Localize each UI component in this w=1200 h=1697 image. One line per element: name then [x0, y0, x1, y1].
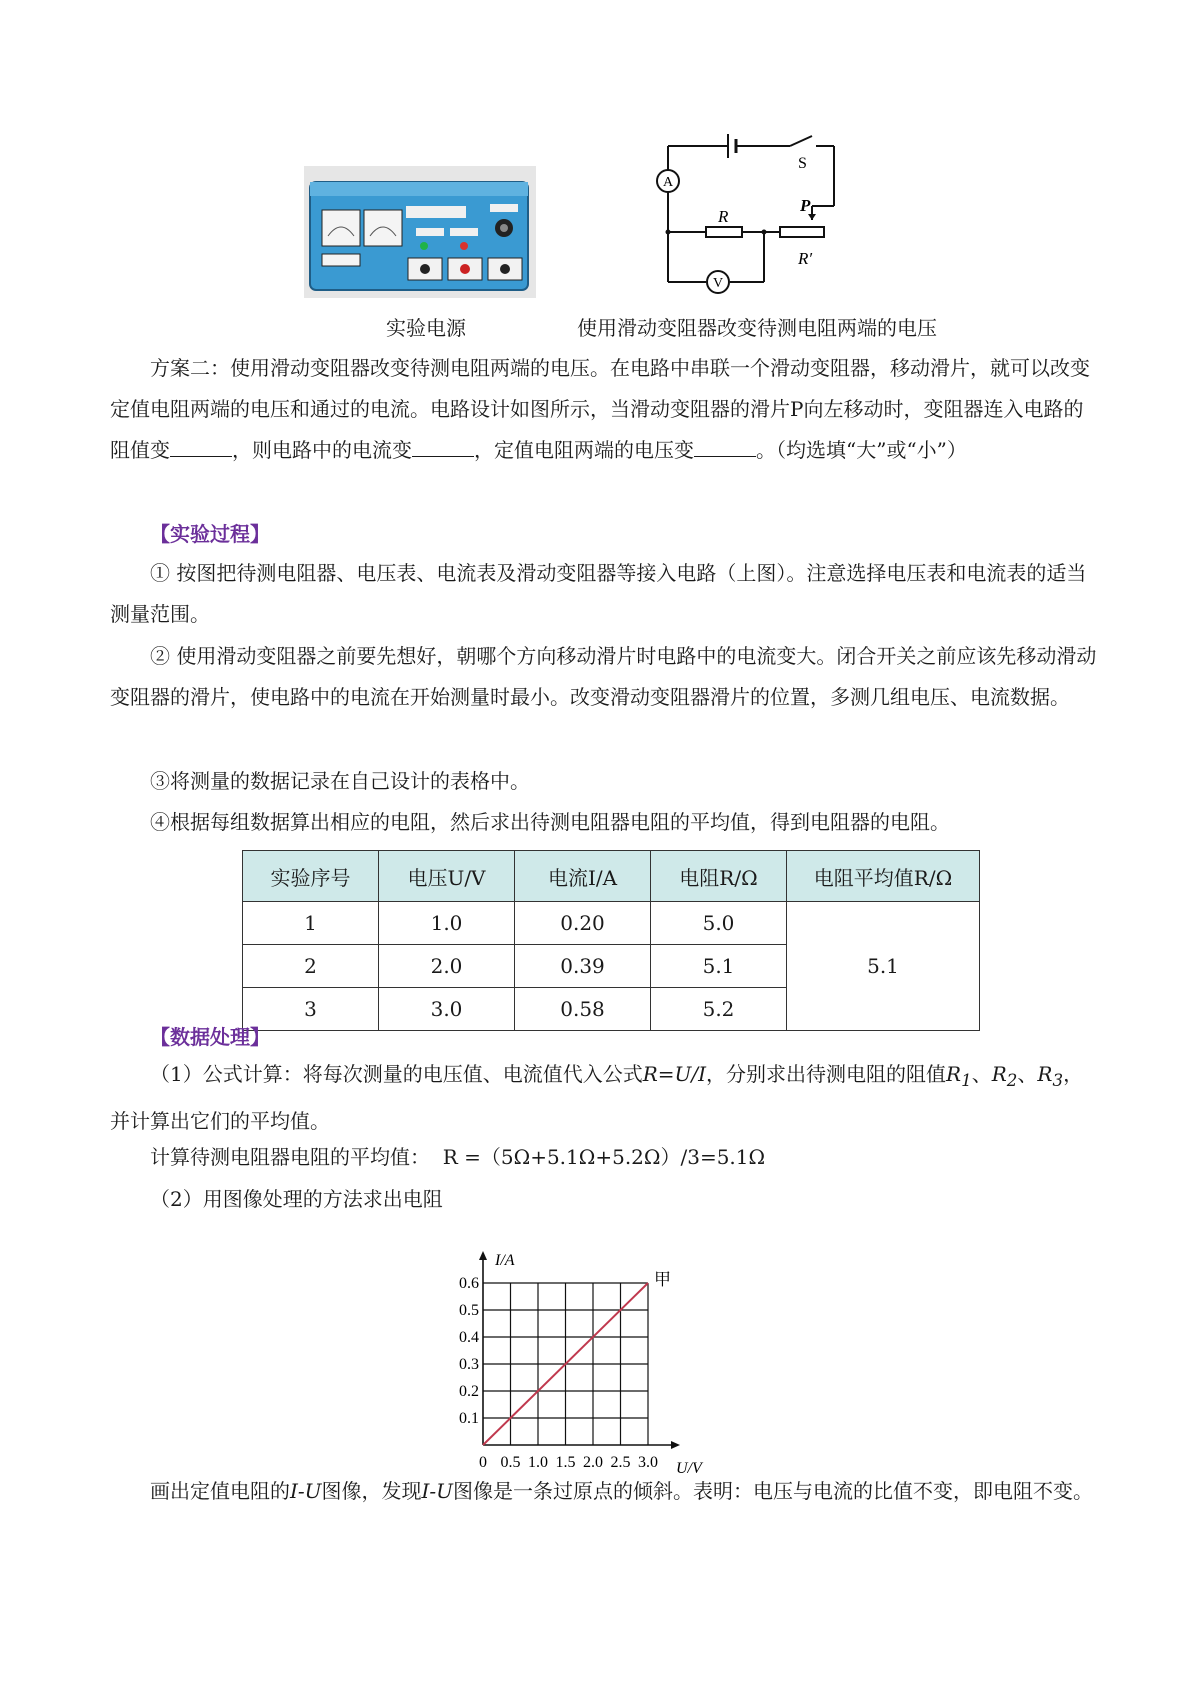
x-tick-label: 0: [479, 1454, 487, 1471]
processing-text-a: （1）公式计算：将每次测量的电压值、电流值代入公式: [150, 1062, 643, 1086]
series-label: 甲: [654, 1270, 671, 1290]
processing-paragraph-1: （1）公式计算：将每次测量的电压值、电流值代入公式R=U/I，分别求出待测电阻的阻值$R_1$、$R_2$、$R_3$，并计算出它们的平均值。: [110, 1062, 1084, 1133]
iu-chart: [440, 1225, 740, 1475]
header-index: 实验序号: [243, 851, 379, 902]
power-supply-image: [304, 166, 536, 298]
resistor-r2: $R_2$: [991, 1062, 1018, 1090]
circuit-diagram: [648, 132, 848, 300]
header-voltage: 电压U/V: [379, 851, 515, 902]
table-cell: 2: [243, 945, 379, 988]
x-tick-label: 2.0: [583, 1454, 603, 1471]
table-cell: 0.20: [515, 902, 651, 945]
y-axis-label: I/A: [495, 1252, 515, 1269]
scheme2-text-1: 方案二：使用滑动变阻器改变待测电阻两端的电压。在电路中串联一个滑动变阻器，移动滑片，就可以改变定值电阻两端的电压和通过的电流。电路设计如图所示，当滑动变阻器的滑片P向左移动时，变阻器连入电路的阻值变: [110, 356, 1090, 462]
process-heading: 【实验过程】: [150, 522, 270, 546]
processing-heading: 【数据处理】: [150, 1025, 270, 1049]
scheme2-paragraph: [110, 348, 1100, 471]
x-tick-label: 2.5: [610, 1454, 631, 1471]
process-step-2: ② 使用滑动变阻器之前要先想好，朝哪个方向移动滑片时电路中的电流变大。闭合开关之前应该先移动滑动变阻器的滑片，使电路中的电流在开始测量时最小。改变滑动变阻器滑片的位置，多测几组电压、电流数据。: [110, 644, 1097, 709]
answer-blank-3: [694, 436, 756, 457]
header-average: 电阻平均值R/Ω: [787, 851, 980, 902]
circuit-caption: 使用滑动变阻器改变待测电阻两端的电压: [577, 316, 937, 340]
header-resistance: 电阻R/Ω: [651, 851, 787, 902]
table-cell: 3: [243, 988, 379, 1031]
processing-paragraph-2: （2）用图像处理的方法求出电阻: [150, 1187, 443, 1211]
table-cell: 1: [243, 902, 379, 945]
x-tick-label: 0.5: [500, 1454, 521, 1471]
x-tick-label: 1.5: [555, 1454, 576, 1471]
y-tick-label: 0.1: [459, 1410, 479, 1427]
scheme2-text-2: ，则电路中的电流变: [232, 438, 412, 462]
resistor-r3: $R_3$: [1037, 1062, 1064, 1090]
conclusion-text-a: 画出定值电阻的: [150, 1479, 290, 1503]
x-tick-label: 1.0: [528, 1454, 548, 1471]
ammeter-label: A: [662, 175, 674, 190]
resistor-label: R: [718, 207, 729, 226]
table-cell: 1.0: [379, 902, 515, 945]
resistor-r1: $R_1$: [946, 1062, 972, 1090]
conclusion-iu-1: I-U: [290, 1479, 322, 1503]
process-step-4: ④根据每组数据算出相应的电阻，然后求出待测电阻器电阻的平均值，得到电阻器的电阻。: [150, 810, 950, 834]
switch-label: S: [798, 155, 807, 172]
answer-blank-1: [170, 436, 232, 457]
scheme2-text-3: ，定值电阻两端的电压变: [474, 438, 694, 462]
y-tick-label: 0.6: [459, 1275, 479, 1292]
average-cell: 5.1: [787, 902, 980, 1031]
y-tick-label: 0.5: [459, 1302, 479, 1319]
table-cell: 0.58: [515, 988, 651, 1031]
conclusion-text-c: 图像是一条过原点的倾斜。表明：电压与电流的比值不变，即电阻不变。: [453, 1479, 1094, 1503]
x-axis-arrow: [671, 1441, 680, 1449]
y-tick-label: 0.4: [459, 1329, 479, 1346]
rheostat-label: R′: [798, 249, 813, 268]
x-axis-label: U/V: [676, 1460, 702, 1475]
conclusion-iu-2: I-U: [421, 1479, 454, 1503]
table-cell: 0.39: [515, 945, 651, 988]
table-cell: 5.2: [651, 988, 787, 1031]
processing-text-c: ，并计算出它们的平均值。: [110, 1062, 1084, 1133]
conclusion-text-b: 图像，发现: [321, 1479, 422, 1503]
power-supply-caption: 实验电源: [386, 316, 466, 340]
voltmeter-label: V: [712, 276, 724, 291]
slider-label: P: [800, 196, 811, 215]
average-calculation: [150, 1143, 765, 1171]
header-current: 电流I/A: [515, 851, 651, 902]
table-cell: 5.1: [651, 945, 787, 988]
data-table: [242, 850, 980, 1031]
formula-r-u-i: R=U/I: [642, 1062, 707, 1086]
process-step-3: ③将测量的数据记录在自己设计的表格中。: [150, 769, 530, 793]
table-cell: 2.0: [379, 945, 515, 988]
table-header-row: [243, 851, 980, 902]
conclusion-paragraph: [110, 1471, 1100, 1512]
process-step-1: ① 按图把待测电阻器、电压表、电流表及滑动变阻器等接入电路（上图）。注意选择电压表和电流表的适当测量范围。: [110, 561, 1087, 626]
table-cell: 5.0: [651, 902, 787, 945]
answer-blank-2: [412, 436, 474, 457]
y-tick-label: 0.3: [459, 1356, 479, 1373]
scheme2-text-4: 。（均选填“大”或“小”）: [756, 438, 967, 462]
calc-formula: R =（5Ω+5.1Ω+5.2Ω）/3=5.1Ω: [442, 1145, 766, 1169]
table-row: [243, 902, 980, 945]
calc-label: 计算待测电阻器电阻的平均值：: [150, 1145, 430, 1169]
x-tick-label: 3.0: [638, 1454, 658, 1471]
processing-text-b: ，分别求出待测电阻的阻值: [706, 1062, 947, 1086]
table-cell: 3.0: [379, 988, 515, 1031]
y-tick-label: 0.2: [459, 1383, 479, 1400]
y-axis-arrow: [479, 1251, 487, 1260]
